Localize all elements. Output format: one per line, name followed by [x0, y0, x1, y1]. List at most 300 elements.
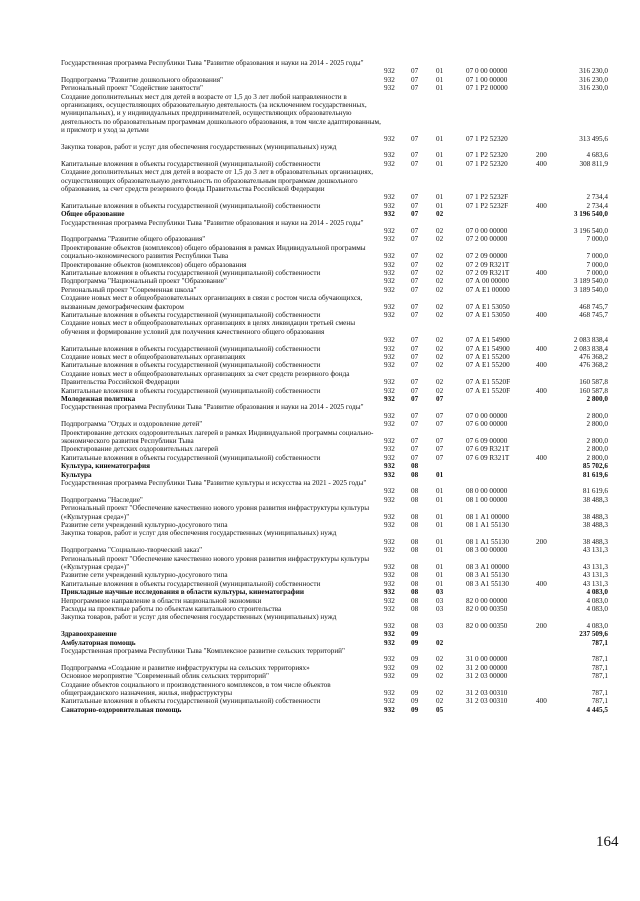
row-name: Государственная программа Республики Тыва "Развитие образования и науки на 2014 - 2025 годы"	[61, 218, 364, 227]
row-name: Создание новых мест в общеобразовательных организациях в связи с ростом числа обучающихся, вызванным демографическим фактором	[61, 294, 363, 311]
subsection-code: 01	[436, 571, 444, 580]
amount: 308 811,9	[579, 159, 608, 168]
subsection-code: 02	[436, 688, 444, 697]
amount: 2 083 838,4	[573, 344, 608, 353]
amount: 4 083,0	[586, 605, 608, 613]
grbs-code: 932	[384, 361, 395, 370]
grbs-code: 932	[384, 470, 395, 479]
row-name: Государственная программа Республики Тыва "Развитие образования и науки на 2014 - 2025 годы"	[61, 59, 364, 67]
table-row	[0, 597, 640, 605]
amount: 2 800,0	[586, 411, 608, 420]
subsection-code: 01	[436, 562, 444, 571]
target-article-code: 07 А Е1 55200	[466, 361, 510, 370]
grbs-code: 932	[384, 201, 395, 210]
table-row	[0, 571, 640, 579]
row-name: Подпрограмма "Социально-творческий заказ"	[61, 546, 203, 555]
row-name: Капитальные вложения в объекты государственной (муниципальной) собственности	[61, 579, 321, 588]
subsection-code: 07	[436, 453, 444, 462]
row-name: Подпрограмма "Развитие общего образования"	[61, 235, 206, 244]
table-row	[0, 244, 640, 261]
amount: 3 196 540,0	[573, 210, 608, 219]
subsection-code: 02	[436, 277, 444, 286]
section-code: 07	[411, 75, 419, 84]
row-name: Капитальные вложения в объекты государственной (муниципальной) собственности	[61, 344, 321, 353]
amount: 468 745,7	[579, 302, 608, 311]
table-row	[0, 471, 640, 479]
row-name: Закупка товаров, работ и услуг для обеспечения государственных (муниципальных) нужд	[61, 613, 337, 622]
target-article-code: 08 3 00 00000	[466, 546, 508, 555]
subsection-code: 02	[436, 311, 444, 319]
table-row	[0, 529, 640, 546]
row-name: Закупка товаров, работ и услуг для обеспечения государственных (муниципальных) нужд	[61, 143, 337, 151]
target-article-code: 07 1 P2 52320	[466, 151, 508, 160]
row-name: Культура	[61, 470, 92, 479]
target-article-code: 31 2 03 00310	[466, 697, 508, 706]
grbs-code: 932	[384, 512, 395, 521]
grbs-code: 932	[384, 495, 395, 504]
section-code: 07	[411, 344, 419, 353]
table-row	[0, 294, 640, 311]
subsection-code: 02	[436, 285, 444, 294]
amount: 38 488,3	[582, 537, 608, 546]
amount: 7 000,0	[586, 235, 608, 244]
section-code: 07	[411, 411, 419, 420]
target-article-code: 08 0 00 00000	[466, 487, 508, 496]
target-article-code: 31 2 03 00310	[466, 688, 508, 697]
target-article-code: 07 2 09 00000	[466, 252, 508, 261]
amount: 787,1	[591, 672, 608, 681]
subsection-code: 02	[436, 269, 444, 277]
grbs-code: 932	[384, 487, 395, 496]
section-code: 07	[411, 201, 419, 210]
grbs-code: 932	[384, 285, 395, 294]
row-name: Создание новых мест в общеобразовательных организациях в целях ликвидации третьей смены обучения и формирование условий для получения качественного общего образования	[61, 319, 356, 336]
grbs-code: 932	[384, 193, 395, 202]
subsection-code: 03	[436, 621, 444, 630]
grbs-code: 932	[384, 302, 395, 311]
amount: 160 587,8	[579, 378, 608, 387]
table-row	[0, 580, 640, 588]
table-row	[0, 420, 640, 428]
target-article-code: 07 1 P2 52320	[466, 134, 508, 143]
row-name: Проектирование объектов (комплексов) общего образования в рамках Индивидуальной программы социально-экономического развития Республики Тыва	[61, 243, 366, 261]
table-row	[0, 143, 640, 160]
section-code: 09	[411, 630, 419, 639]
table-row	[0, 445, 640, 453]
section-code: 08	[411, 521, 419, 529]
section-code: 07	[411, 378, 419, 387]
target-article-code: 07 А 00 00000	[466, 277, 509, 286]
expense-type-code: 200	[536, 537, 547, 546]
section-code: 07	[411, 67, 419, 76]
section-code: 08	[411, 596, 419, 605]
page-number: 164	[596, 834, 619, 850]
amount: 2 083 838,4	[573, 336, 608, 345]
section-code: 08	[411, 495, 419, 504]
row-name: Капитальные вложения в объекты государственной (муниципальной) собственности	[61, 159, 321, 168]
grbs-code: 932	[384, 655, 395, 664]
amount: 85 702,6	[582, 462, 608, 471]
target-article-code: 07 1 00 00000	[466, 75, 508, 84]
target-article-code: 07 1 P2 5232F	[466, 193, 509, 202]
section-code: 08	[411, 537, 419, 546]
amount: 81 619,6	[582, 487, 608, 496]
row-name: Прикладные научные исследования в области культуры, кинематографии	[61, 588, 304, 597]
table-row	[0, 429, 640, 446]
subsection-code: 07	[436, 420, 444, 429]
section-code: 07	[411, 159, 419, 168]
row-name: Основное мероприятие "Современный облик сельских территорий"	[61, 672, 269, 681]
section-code: 08	[411, 562, 419, 571]
amount: 787,1	[591, 655, 608, 664]
grbs-code: 932	[384, 705, 395, 714]
table-row	[0, 235, 640, 243]
table-row	[0, 697, 640, 705]
section-code: 07	[411, 353, 419, 361]
grbs-code: 932	[384, 588, 395, 597]
subsection-code: 05	[436, 705, 444, 714]
table-row	[0, 403, 640, 420]
subsection-code: 01	[436, 546, 444, 555]
row-name: Капитальные вложения в объекты государственной (муниципальной) собственности	[61, 311, 321, 319]
amount: 38 488,3	[582, 521, 608, 529]
table-row	[0, 353, 640, 361]
section-code: 07	[411, 134, 419, 143]
target-article-code: 07 А Е1 53050	[466, 311, 510, 319]
amount: 313 495,6	[579, 134, 608, 143]
section-code: 07	[411, 436, 419, 445]
amount: 81 619,6	[582, 470, 608, 479]
subsection-code: 01	[436, 201, 444, 210]
target-article-code: 08 1 А1 55130	[466, 537, 509, 546]
grbs-code: 932	[384, 546, 395, 555]
section-code: 08	[411, 462, 419, 471]
target-article-code: 07 6 09 00000	[466, 436, 508, 445]
subsection-code: 02	[436, 344, 444, 353]
row-name: Региональный проект "Обеспечение качественно нового уровня развития инфраструктуры культуры («Культурная среда»)"	[61, 554, 370, 571]
target-article-code: 07 А Е1 00000	[466, 285, 510, 294]
row-name: Капитальные вложения в объекты государственной (муниципальной) собственности	[61, 201, 321, 210]
amount: 160 587,8	[579, 386, 608, 395]
amount: 4 445,5	[586, 705, 608, 714]
grbs-code: 932	[384, 453, 395, 462]
expense-type-code: 400	[536, 311, 547, 319]
row-name: Капитальные вложения в объекты государственной (муниципальной) собственности	[61, 697, 321, 706]
section-code: 07	[411, 361, 419, 370]
target-article-code: 07 2 00 00000	[466, 235, 508, 244]
row-name: Амбулаторная помощь	[61, 638, 136, 647]
target-article-code: 07 А Е1 54900	[466, 336, 510, 345]
target-article-code: 31 0 00 00000	[466, 655, 508, 664]
section-code: 08	[411, 579, 419, 588]
section-code: 08	[411, 487, 419, 496]
section-code: 07	[411, 395, 419, 403]
target-article-code: 82 0 00 00350	[466, 605, 508, 613]
amount: 3 196 540,0	[573, 226, 608, 235]
target-article-code: 07 1 P2 5232F	[466, 201, 509, 210]
grbs-code: 932	[384, 151, 395, 160]
table-row	[0, 664, 640, 672]
amount: 316 230,0	[579, 84, 608, 93]
subsection-code: 01	[436, 75, 444, 84]
grbs-code: 932	[384, 353, 395, 361]
grbs-code: 932	[384, 84, 395, 93]
amount: 2 800,0	[586, 453, 608, 462]
row-name: Государственная программа Республики Тыва "Развитие культуры и искусства на 2021 - 2025 годы"	[61, 479, 367, 487]
grbs-code: 932	[384, 311, 395, 319]
row-name: Развитие сети учреждений культурно-досугового типа	[61, 571, 228, 580]
amount: 787,1	[591, 688, 608, 697]
section-code: 09	[411, 655, 419, 664]
table-row	[0, 395, 640, 403]
target-article-code: 31 2 03 00000	[466, 672, 508, 681]
subsection-code: 02	[436, 353, 444, 361]
table-row	[0, 286, 640, 294]
target-article-code: 07 2 09 R321T	[466, 260, 510, 269]
grbs-code: 932	[384, 605, 395, 613]
subsection-code: 07	[436, 411, 444, 420]
table-row	[0, 706, 640, 714]
table-row	[0, 454, 640, 462]
subsection-code: 01	[436, 537, 444, 546]
target-article-code: 82 0 00 00350	[466, 621, 508, 630]
grbs-code: 932	[384, 395, 395, 403]
grbs-code: 932	[384, 638, 395, 647]
table-row	[0, 76, 640, 84]
grbs-code: 932	[384, 336, 395, 345]
grbs-code: 932	[384, 462, 395, 471]
expense-type-code: 200	[536, 621, 547, 630]
subsection-code: 02	[436, 210, 444, 219]
table-row	[0, 681, 640, 698]
amount: 2 734,4	[586, 193, 608, 202]
section-code: 09	[411, 638, 419, 647]
row-name: Подпрограмма «Создание и развитие инфраструктуры на сельских территориях»	[61, 663, 310, 672]
grbs-code: 932	[384, 134, 395, 143]
subsection-code: 01	[436, 134, 444, 143]
amount: 4 683,6	[586, 151, 608, 160]
amount: 2 800,0	[586, 436, 608, 445]
table-row	[0, 647, 640, 664]
grbs-code: 932	[384, 436, 395, 445]
grbs-code: 932	[384, 75, 395, 84]
amount: 43 131,3	[582, 579, 608, 588]
amount: 7 000,0	[586, 252, 608, 261]
grbs-code: 932	[384, 269, 395, 277]
amount: 7 000,0	[586, 260, 608, 269]
target-article-code: 07 6 00 00000	[466, 420, 508, 429]
table-row	[0, 261, 640, 269]
subsection-code: 01	[436, 579, 444, 588]
amount: 43 131,3	[582, 546, 608, 555]
expense-type-code: 400	[536, 344, 547, 353]
table-row	[0, 219, 640, 236]
subsection-code: 01	[436, 495, 444, 504]
subsection-code: 02	[436, 638, 444, 647]
table-row	[0, 277, 640, 285]
grbs-code: 932	[384, 596, 395, 605]
row-name: Создание новых мест в общеобразовательных организациях	[61, 353, 246, 361]
subsection-code: 02	[436, 336, 444, 345]
table-row	[0, 345, 640, 353]
table-row	[0, 319, 640, 344]
table-row	[0, 59, 640, 76]
target-article-code: 07 1 P2 00000	[466, 84, 508, 93]
target-article-code: 07 0 00 00000	[466, 67, 508, 76]
expense-type-code: 400	[536, 159, 547, 168]
expense-type-code: 400	[536, 386, 547, 395]
grbs-code: 932	[384, 235, 395, 244]
subsection-code: 01	[436, 521, 444, 529]
grbs-code: 932	[384, 159, 395, 168]
amount: 787,1	[591, 663, 608, 672]
section-code: 09	[411, 697, 419, 706]
target-article-code: 07 А Е1 5520F	[466, 386, 511, 395]
row-name: Подпрограмма "Отдых и оздоровление детей"	[61, 420, 203, 429]
section-code: 08	[411, 470, 419, 479]
section-code: 08	[411, 512, 419, 521]
subsection-code: 02	[436, 378, 444, 387]
grbs-code: 932	[384, 260, 395, 269]
grbs-code: 932	[384, 252, 395, 261]
subsection-code: 02	[436, 663, 444, 672]
row-name: Здравоохранение	[61, 630, 117, 639]
row-name: Закупка товаров, работ и услуг для обеспечения государственных (муниципальных) нужд	[61, 529, 337, 538]
table-row	[0, 496, 640, 504]
grbs-code: 932	[384, 420, 395, 429]
grbs-code: 932	[384, 697, 395, 706]
section-code: 07	[411, 269, 419, 277]
grbs-code: 932	[384, 663, 395, 672]
amount: 4 083,0	[586, 596, 608, 605]
section-code: 07	[411, 193, 419, 202]
amount: 38 488,3	[582, 495, 608, 504]
table-row	[0, 630, 640, 638]
subsection-code: 01	[436, 84, 444, 93]
row-name: Государственная программа Республики Тыва "Развитие образования и науки на 2014 - 2025 годы"	[61, 403, 364, 412]
subsection-code: 01	[436, 151, 444, 160]
amount: 237 509,6	[579, 630, 608, 639]
table-row	[0, 387, 640, 395]
subsection-code: 01	[436, 512, 444, 521]
table-row	[0, 160, 640, 168]
amount: 38 488,3	[582, 512, 608, 521]
target-article-code: 08 1 А1 00000	[466, 512, 509, 521]
subsection-code: 01	[436, 470, 444, 479]
table-row	[0, 639, 640, 647]
table-row	[0, 84, 640, 92]
row-name: Капитальные вложения в объекты государственной (муниципальной) собственности	[61, 386, 321, 395]
table-row	[0, 613, 640, 630]
subsection-code: 01	[436, 67, 444, 76]
section-code: 07	[411, 235, 419, 244]
target-article-code: 07 А Е1 53050	[466, 302, 510, 311]
target-article-code: 07 0 00 00000	[466, 226, 508, 235]
grbs-code: 932	[384, 277, 395, 286]
row-name: Непрограммное направление в области национальной экономики	[61, 596, 262, 605]
amount: 2 734,4	[586, 201, 608, 210]
target-article-code: 07 А Е1 55200	[466, 353, 510, 361]
table-row	[0, 311, 640, 319]
table-row	[0, 555, 640, 572]
row-name: Капитальные вложения в объекты государственной (муниципальной) собственности	[61, 269, 321, 277]
subsection-code: 01	[436, 193, 444, 202]
subsection-code: 02	[436, 697, 444, 706]
subsection-code: 02	[436, 235, 444, 244]
table-row	[0, 93, 640, 143]
amount: 316 230,0	[579, 67, 608, 76]
grbs-code: 932	[384, 210, 395, 219]
target-article-code: 08 3 А1 55130	[466, 579, 509, 588]
grbs-code: 932	[384, 344, 395, 353]
row-name: Создание новых мест в общеобразовательных организациях за счет средств резервного фонда Правительства Российской Федерации	[61, 369, 350, 387]
amount: 2 800,0	[586, 420, 608, 429]
grbs-code: 932	[384, 537, 395, 546]
target-article-code: 31 2 00 00000	[466, 663, 508, 672]
expense-type-code: 200	[536, 151, 547, 160]
section-code: 09	[411, 672, 419, 681]
row-name: Общее образование	[61, 210, 125, 219]
grbs-code: 932	[384, 67, 395, 76]
table-row	[0, 202, 640, 210]
target-article-code: 07 А Е1 54900	[466, 344, 510, 353]
subsection-code: 07	[436, 436, 444, 445]
subsection-code: 07	[436, 395, 444, 403]
amount: 316 230,0	[579, 75, 608, 84]
grbs-code: 932	[384, 571, 395, 580]
subsection-code: 03	[436, 596, 444, 605]
section-code: 07	[411, 386, 419, 395]
amount: 43 131,3	[582, 562, 608, 571]
expense-type-code: 400	[536, 453, 547, 462]
section-code: 07	[411, 226, 419, 235]
row-name: Капитальные вложения в объекты государственной (муниципальной) собственности	[61, 361, 321, 370]
section-code: 09	[411, 663, 419, 672]
table-row	[0, 672, 640, 680]
row-name: Расходы на проектные работы по объектам капитального строительства	[61, 605, 282, 613]
subsection-code: 02	[436, 386, 444, 395]
subsection-code: 02	[436, 302, 444, 311]
subsection-code: 02	[436, 260, 444, 269]
section-code: 07	[411, 311, 419, 319]
table-row	[0, 370, 640, 387]
expense-type-code: 400	[536, 697, 547, 706]
amount: 787,1	[591, 638, 608, 647]
subsection-code: 02	[436, 361, 444, 370]
expense-type-code: 400	[536, 361, 547, 370]
section-code: 08	[411, 588, 419, 597]
grbs-code: 932	[384, 621, 395, 630]
row-name: Подпрограмма "Наследие"	[61, 495, 143, 504]
row-name: Развитие сети учреждений культурно-досугового типа	[61, 521, 228, 529]
target-article-code: 07 А Е1 5520F	[466, 378, 511, 387]
grbs-code: 932	[384, 562, 395, 571]
grbs-code: 932	[384, 672, 395, 681]
table-row	[0, 588, 640, 596]
row-name: Создание дополнительных мест для детей в возрасте от 1,5 до 3 лет любой направленности в организациях, осуществляющих образовательную деятельность (за исключением государственных, муниципальных), и у индивидуальных предпринимателей, осуществляющих образовательную деятельность по образовательным программам дошкольного образования, в том числе адаптированным, и присмотр и уход за детьми	[61, 92, 381, 135]
target-article-code: 07 1 P2 52320	[466, 159, 508, 168]
target-article-code: 08 1 00 00000	[466, 495, 508, 504]
grbs-code: 932	[384, 521, 395, 529]
amount: 43 131,3	[582, 571, 608, 580]
section-code: 08	[411, 621, 419, 630]
expense-type-code: 400	[536, 269, 547, 277]
row-name: Капитальные вложения в объекты государственной (муниципальной) собственности	[61, 453, 321, 462]
section-code: 07	[411, 336, 419, 345]
table-row	[0, 462, 640, 470]
target-article-code: 08 3 А1 55130	[466, 571, 509, 580]
subsection-code: 01	[436, 487, 444, 496]
